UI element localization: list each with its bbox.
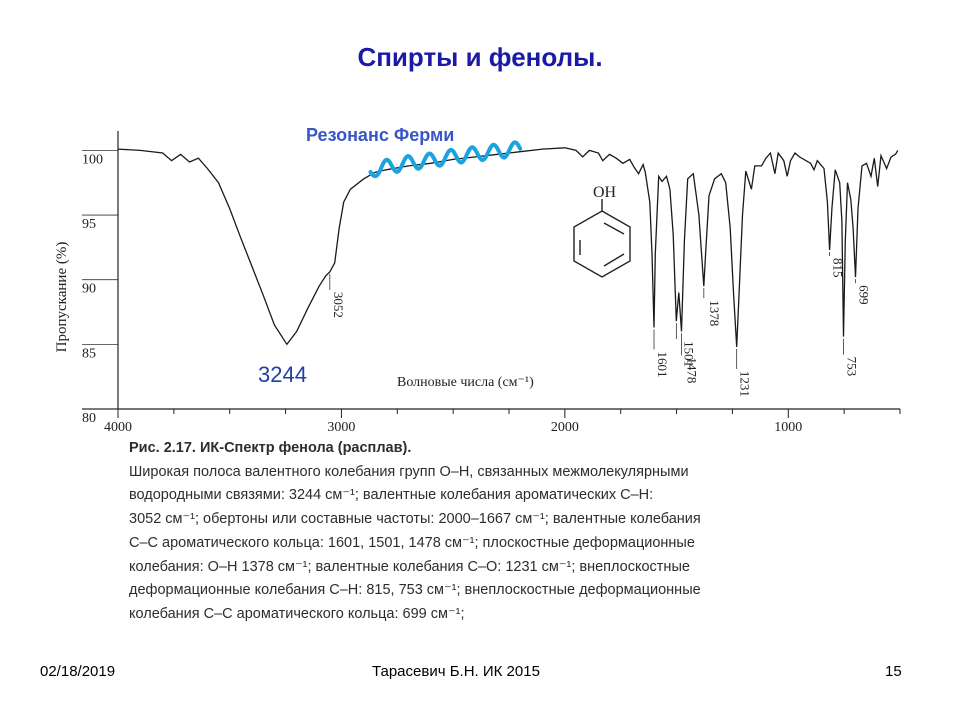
spectrum-curve [118, 148, 898, 347]
x-axis-label: Волновые числа (см⁻¹) [397, 375, 534, 390]
y-axis-ticks [82, 150, 118, 426]
fermi-resonance-label: Резонанс Ферми [306, 125, 455, 145]
fermi-resonance-highlight [371, 142, 521, 176]
peak-label-815: 815 [830, 258, 846, 278]
peak-label-1478: 1478 [684, 357, 700, 384]
chart-axes [82, 131, 900, 409]
x-tick-label: 2000 [550, 420, 579, 435]
caption-line: Широкая полоса валентного колебания групп O–H, связанных межмолекулярными [129, 463, 689, 480]
x-tick-label: 4000 [104, 420, 132, 435]
peak-label-699: 699 [856, 285, 872, 305]
footer-author: Тарасевич Б.Н. ИК 2015 [372, 663, 540, 680]
peak-label-1378: 1378 [706, 300, 722, 327]
benzene-ring [574, 211, 630, 277]
peak-label-753: 753 [844, 356, 860, 377]
peak-label-1601: 1601 [655, 351, 670, 378]
slide-title: Спирты и фенолы. [357, 42, 603, 72]
caption-line: колебания C–C ароматического кольца: 699 см⁻¹; [129, 605, 465, 622]
peak-label-3052: 3052 [330, 291, 346, 318]
y-axis-label: Пропускание (%) [54, 241, 70, 353]
peak-label-1231: 1231 [737, 370, 753, 397]
peak-label-1501: 1501 [681, 341, 697, 368]
big-peak-label: 3244 [258, 362, 307, 387]
caption-line: водородными связями: 3244 см⁻¹; валентные колебания ароматических C–H: [129, 487, 654, 504]
phenol-structure [574, 199, 630, 277]
caption-line: деформационные колебания C–H: 815, 753 см⁻¹; внеплоскостные деформационные [129, 582, 701, 599]
oh-group-label: OH [593, 184, 617, 201]
footer-date: 02/18/2019 [40, 663, 116, 680]
x-tick-label: 1000 [774, 420, 803, 435]
y-tick-label: 100 [82, 152, 103, 168]
y-tick-label: 85 [82, 346, 96, 362]
x-axis-ticks [104, 409, 900, 435]
y-tick-label: 95 [82, 217, 96, 233]
figure-caption [129, 437, 849, 627]
y-tick-label: 90 [82, 281, 96, 297]
caption-title: Рис. 2.17. ИК-Спектр фенола (расплав). [129, 440, 412, 456]
y-tick-label: 80 [82, 411, 96, 426]
caption-line: колебания: O–H 1378 см⁻¹; валентные колебания C–O: 1231 см⁻¹; внеплоскостные [129, 558, 690, 575]
caption-line: C–C ароматического кольца: 1601, 1501, 1478 см⁻¹; плоскостные деформационные [129, 534, 695, 551]
caption-line: 3052 см⁻¹; обертоны или составные частоты: 2000–1667 см⁻¹; валентные колебания [129, 511, 701, 528]
x-tick-label: 3000 [327, 420, 356, 435]
footer-page-number: 15 [885, 663, 902, 680]
